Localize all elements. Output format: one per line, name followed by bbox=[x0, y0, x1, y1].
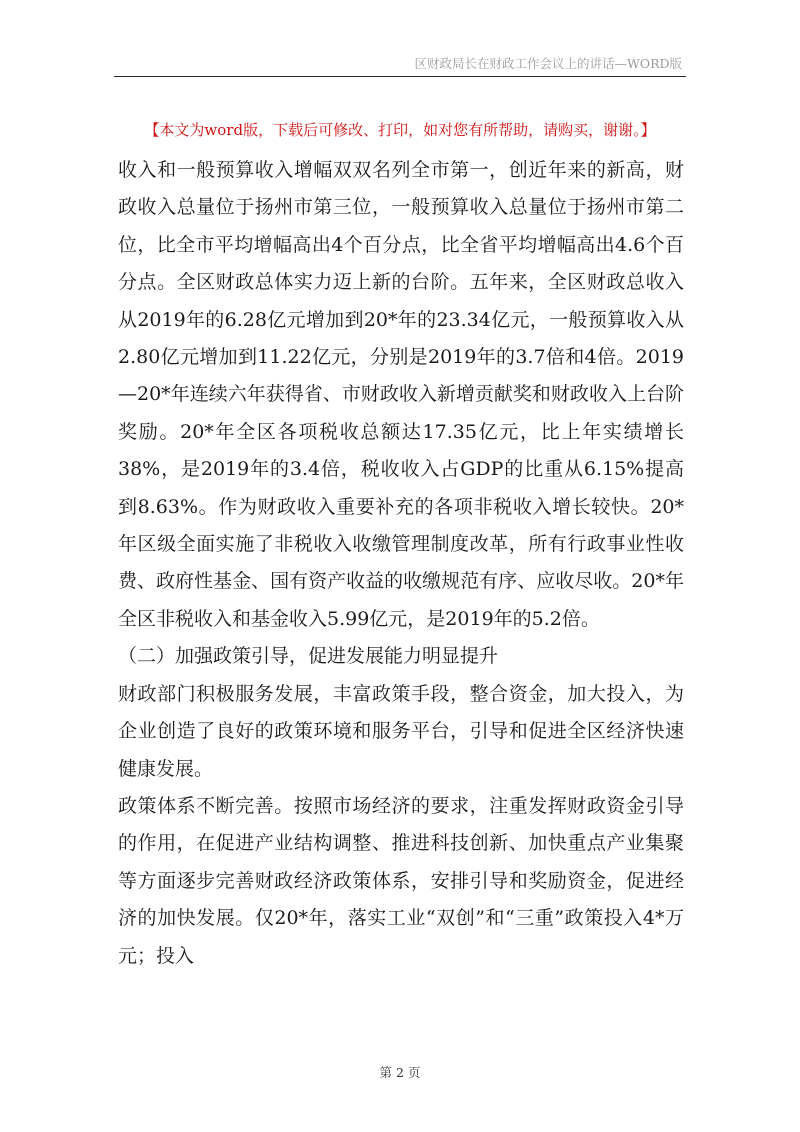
section-heading: （二）加强政策引导，促进发展能力明显提升 bbox=[118, 645, 499, 668]
running-header: 区财政局长在财政工作会议上的讲话—WORD版 bbox=[414, 56, 682, 71]
page-number: 第 2 页 bbox=[379, 1065, 421, 1080]
document-body bbox=[118, 152, 684, 975]
header-divider bbox=[114, 76, 686, 77]
body-paragraph: 政策体系不断完善。按照市场经济的要求，注重发挥财政资金引导的作用，在促进产业结构调整、推进科技创新、加快重点产业集聚等方面逐步完善财政经济政策体系，安排引导和奖励资金，促进经济的加快发展。仅20*年，落实工业“双创”和“三重”政策投入4*万元；投入 bbox=[118, 794, 684, 967]
download-notice: 【本文为word版，下载后可修改、打印，如对您有所帮助，请购买，谢谢。】 bbox=[144, 121, 656, 139]
body-paragraph: 财政部门积极服务发展，丰富政策手段，整合资金，加大投入，为企业创造了良好的政策环境和服务平台，引导和促进全区经济快速健康发展。 bbox=[118, 682, 684, 780]
body-paragraph: 收入和一般预算收入增幅双双名列全市第一，创近年来的新高，财政收入总量位于扬州市第三位，一般预算收入总量位于扬州市第二位，比全市平均增幅高出4个百分点，比全省平均增幅高出4.6个百分点。全区财政总体实力迈上新的台阶。五年来，全区财政总收入从2019年的6.28亿元增加到20*年的23.34亿元，一般预算收入从2.80亿元增加到11.22亿元，分别是2019年的3.7倍和4倍。2019—20*年连续六年获得省、市财政收入新增贡献奖和财政收入上台阶奖励。20*年全区各项税收总额达17.35亿元，比上年实绩增长38%，是2019年的3.4倍，税收收入占GDP的比重从6.15%提高到8.63%。作为财政收入重要补充的各项非税收入增长较快。20*年区级全面实施了非税收入收缴管理制度改革，所有行政事业性收费、政府性基金、国有资产收益的收缴规范有序、应收尽收。20*年全区非税收入和基金收入5.99亿元，是2019年的5.2倍。 bbox=[118, 159, 684, 630]
